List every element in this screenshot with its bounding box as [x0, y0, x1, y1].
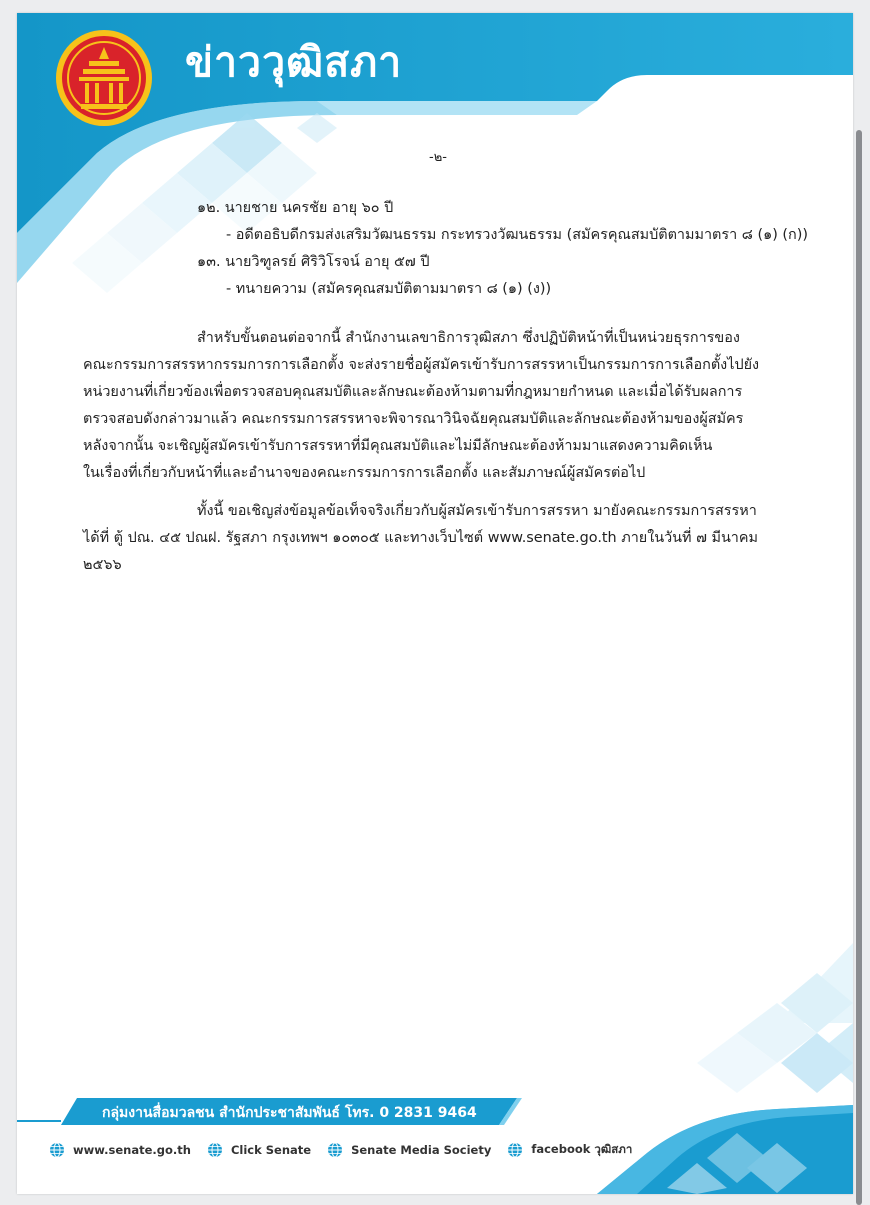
paragraph-1-line: หลังจากนั้น จะเชิญผู้สมัครเข้ารับการสรรหาที่มีคุณสมบัติและไม่มีลักษณะต้องห้ามมาแสดงความคิดเห็น	[83, 438, 713, 454]
candidate-12-detail: - อดีตอธิบดีกรมส่งเสริมวัฒนธรรม กระทรวงวัฒนธรรม (สมัครคุณสมบัติตามมาตรา ๘ (๑) (ก))	[226, 227, 808, 243]
globe-icon	[207, 1142, 223, 1158]
paragraph-1-line: ตรวจสอบดังกล่าวมาแล้ว คณะกรรมการสรรหาจะพิจารณาวินิจฉัยคุณสมบัติและลักษณะต้องห้ามของผู้สมัคร	[83, 411, 744, 427]
link-website[interactable]	[49, 1142, 191, 1158]
paragraph-2-line: ๒๕๖๖	[83, 557, 122, 573]
paragraph-1-line: หน่วยงานที่เกี่ยวข้องเพื่อตรวจสอบคุณสมบัติและลักษณะต้องห้ามตามที่กฎหมายกำหนด และเมื่อได้รับผลการ	[83, 384, 743, 400]
masthead-title: ข่าววุฒิสภา	[185, 38, 403, 86]
paragraph-2-line: ได้ที่ ตู้ ปณ. ๔๕ ปณฝ. รัฐสภา กรุงเทพฯ ๑๐๓๐๕ และทางเว็บไซต์ www.senate.go.th ภายในวันที่ ๗ มีนาคม	[83, 530, 758, 546]
globe-icon	[49, 1142, 65, 1158]
footer-links	[49, 1141, 648, 1159]
candidate-12-name: ๑๒. นายชาย นครชัย อายุ ๖๐ ปี	[197, 200, 394, 216]
page-number: -๒-	[429, 150, 447, 165]
link-facebook[interactable]	[507, 1141, 632, 1159]
link-media-society-label: Senate Media Society	[351, 1143, 492, 1157]
footer-banner	[17, 13, 853, 1194]
candidate-13-name: ๑๓. นายวิฑูลรย์ ศิริวิโรจน์ อายุ ๕๗ ปี	[197, 254, 430, 270]
link-media-society[interactable]	[327, 1142, 491, 1158]
globe-icon	[507, 1142, 523, 1158]
footer-contact: กลุ่มงานสื่อมวลชน สำนักประชาสัมพันธ์ โทร. 0 2831 9464	[102, 1105, 477, 1121]
link-click-senate-label: Click Senate	[230, 1143, 312, 1157]
scrollbar[interactable]	[856, 130, 862, 1205]
paragraph-1-line: คณะกรรมการสรรหากรรมการการเลือกตั้ง จะส่งรายชื่อผู้สมัครเข้ารับการสรรหาเป็นกรรมการการเลือกตั้งไปยัง	[83, 357, 760, 373]
globe-icon	[327, 1142, 343, 1158]
link-facebook-label: facebook วุฒิสภา	[531, 1142, 633, 1156]
link-click-senate[interactable]	[207, 1142, 311, 1158]
candidate-13-detail: - ทนายความ (สมัครคุณสมบัติตามมาตรา ๘ (๑) (ง))	[226, 281, 552, 297]
document-page	[17, 13, 853, 1194]
paragraph-2-line: ทั้งนี้ ขอเชิญส่งข้อมูลข้อเท็จจริงเกี่ยวกับผู้สมัครเข้ารับการสรรหา มายังคณะกรรมการสรรหา	[197, 503, 757, 519]
paragraph-1-line: สำหรับขั้นตอนต่อจากนี้ สำนักงานเลขาธิการวุฒิสภา ซึ่งปฏิบัติหน้าที่เป็นหน่วยธุรการของ	[197, 330, 740, 346]
link-website-label: www.senate.go.th	[73, 1143, 191, 1157]
paragraph-1-line: ในเรื่องที่เกี่ยวกับหน้าที่และอำนาจของคณะกรรมการการเลือกตั้ง และสัมภาษณ์ผู้สมัครต่อไป	[83, 465, 646, 481]
